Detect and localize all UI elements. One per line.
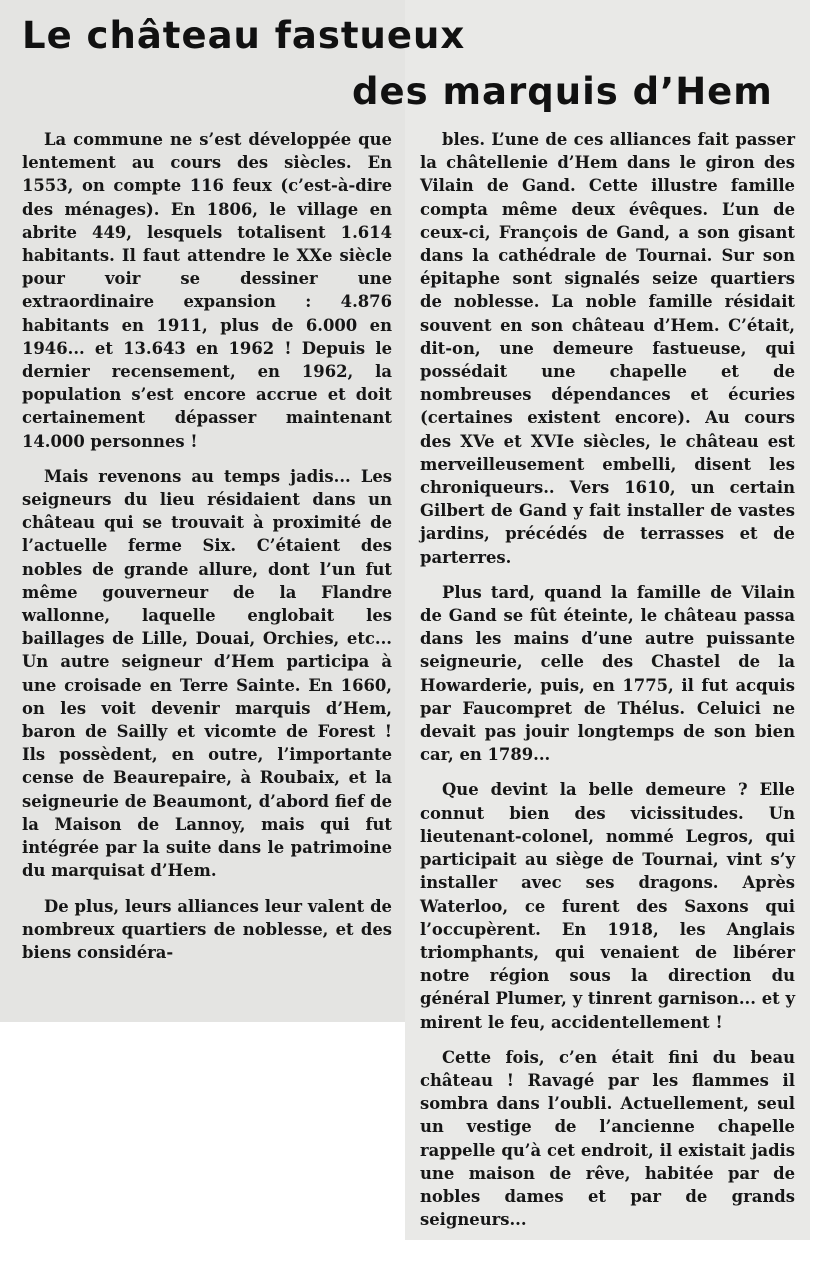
headline-line-1: Le château fastueux (22, 14, 466, 57)
paragraph: La commune ne s’est développée que lentement au cours des siècles. En 1553, on compte 116 feux (c’est-à-dire des ménages). En 1806, le village en abrite 449, lesquels totalisent 1.614 habitants. Il faut attendre le XXe siècle pour voir se dessiner une extraordinaire expansion : 4.876 habitants en 1911, plus de 6.000 en 1946... et 13.643 en 1962 ! Depuis le dernier recensement, en 1962, la population s’est encore accrue et doit certainement dépasser maintenant 14.000 personnes ! (22, 130, 392, 451)
paragraph: Que devint la belle demeure ? Elle connut bien des vicissitudes. Un lieutenant-colonel, nommé Legros, qui participait au siège de Tournai, vint s’y installer avec ses dragons. Après Waterloo, ce furent des Saxons qui l’occupèrent. En 1918, les Anglais triomphants, qui venaient de libérer notre région sous la direction du général Plumer, y tinrent garnison... et y mirent le feu, accidentellement ! (420, 780, 795, 1032)
paragraph: De plus, leurs alliances leur valent de nombreux quartiers de noblesse, et des biens considéra- (22, 896, 392, 962)
paragraph: Plus tard, quand la famille de Vilain de Gand se fût éteinte, le château passa dans les mains d’une autre puissante seigneurie, celle des Chastel de la Howarderie, puis, en 1775, il fut acquis par Faucompret de Thélus. Celuici ne devait pas jouir longtemps de son bien car, en 1789... (420, 582, 795, 765)
paragraph: bles. L’une de ces alliances fait passer la châtellenie d’Hem dans le giron des Vilain de Gand. Cette illustre famille compta même deux évêques. L’un de ceux-ci, François de Gand, a son gisant dans la cathédrale de Tournai. Sur son épitaphe sont signalés seize quartiers de noblesse. La noble famille résidait souvent en son château d’Hem. C’était, dit-on, une demeure fastueuse, qui possédait une chapelle et de nombreuses dépendances et écuries (certaines existent encore). Au cours des XVe et XVIe siècles, le château est merveilleusement embelli, disent les chroniqueurs.. Vers 1610, un certain Gilbert de Gand y fait installer de vastes jardins, précédés de terrasses et de parterres. (420, 130, 795, 567)
paragraph: Cette fois, c’en était fini du beau château ! Ravagé par les flammes il sombra dans l’oubli. Actuellement, seul un vestige de l’ancienne chapelle rappelle qu’à cet endroit, il existait jadis une maison de rêve, habitée par de nobles dames et par de grands seigneurs... (420, 1047, 795, 1230)
headline-line-2: des marquis d’Hem (352, 70, 773, 113)
article-headline (20, 6, 800, 124)
right-column (420, 128, 795, 1243)
paragraph: Mais revenons au temps jadis... Les seigneurs du lieu résidaient dans un château qui se trouvait à proximité de l’actuelle ferme Six. C’étaient des nobles de grande allure, dont l’un fut même gouverneur de la Flandre wallonne, laquelle englobait les baillages de Lille, Douai, Orchies, etc... Un autre seigneur d’Hem participa à une croisade en Terre Sainte. En 1660, on les voit devenir marquis d’Hem, baron de Sailly et vicomte de Forest ! Ils possèdent, en outre, l’importante cense de Beaurepaire, à Roubaix, et la seigneurie de Beaumont, d’abord fief de la Maison de Lannoy, mais qui fut intégrée par la suite dans le patrimoine du marquisat d’Hem. (22, 466, 392, 881)
left-column (22, 128, 392, 964)
